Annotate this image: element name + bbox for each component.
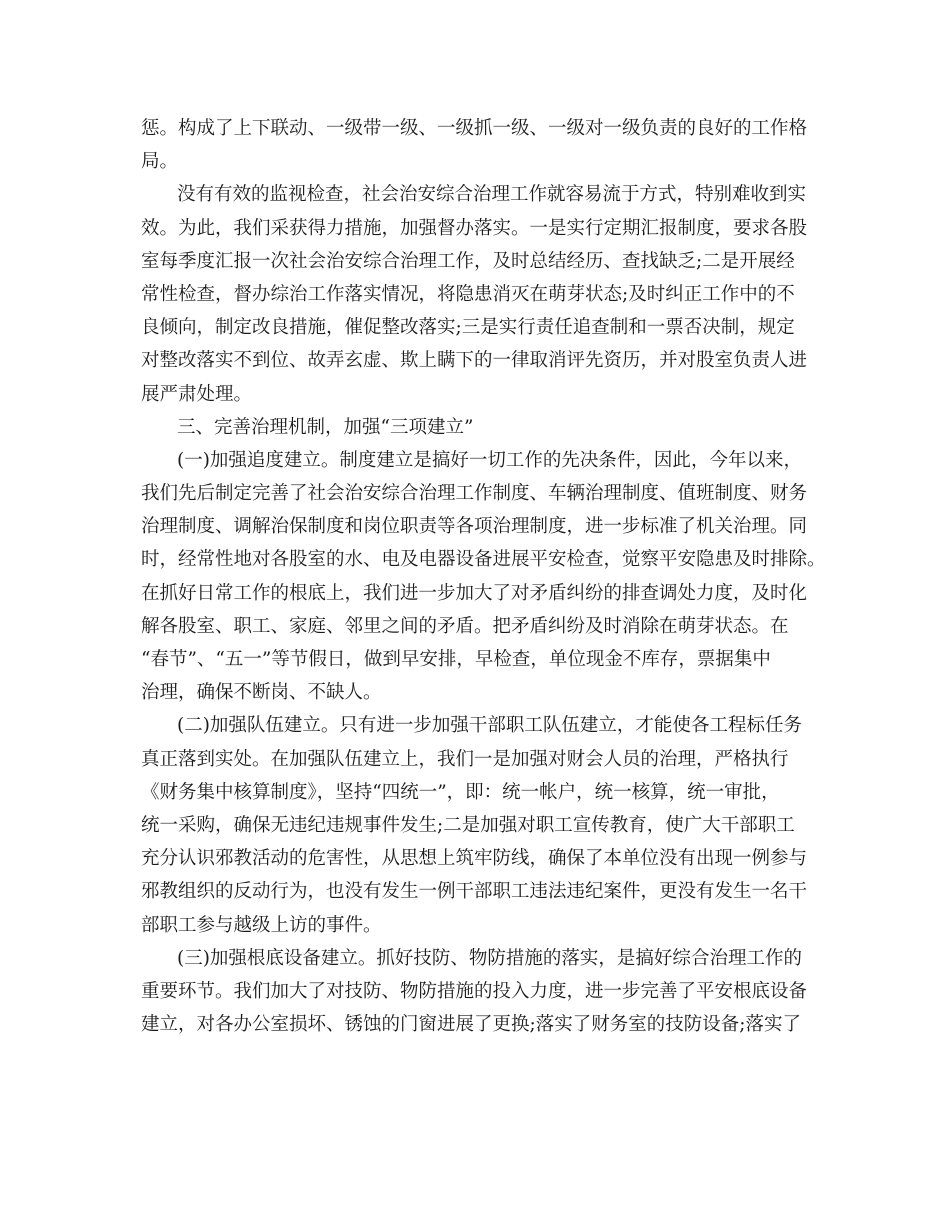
text-line: 三、完善治理机制，加强“三项建立” <box>177 416 474 438</box>
text-line: (二)加强队伍建立。只有进一步加强干部职工队伍建立，才能使各工程标任务 <box>177 715 802 737</box>
text-line: 建立，对各办公室损坏、锈蚀的门窗进展了更换;落实了财务室的技防设备;落实了 <box>141 1014 801 1036</box>
document-body <box>141 112 831 1041</box>
text-line: 统一采购，确保无违纪违规事件发生;二是加强对职工宣传教育，使广大干部职工 <box>141 814 795 836</box>
text-line: 没有有效的监视检查，社会治安综合治理工作就容易流于方式，特别难收到实 <box>177 184 807 206</box>
text-line: 局。 <box>141 151 179 173</box>
text-line: 解各股室、职工、家庭、邻里之间的矛盾。把矛盾纠纷及时消除在萌芽状态。在 <box>141 615 789 637</box>
text-line: 我们先后制定完善了社会治安综合治理工作制度、车辆治理制度、值班制度、财务 <box>141 483 808 505</box>
text-line: 室每季度汇报一次社会治安综合治理工作，及时总结经历、查找缺乏;二是开展经 <box>141 250 795 272</box>
text-line: 展严肃处理。 <box>141 383 253 405</box>
text-line: 效。为此，我们采获得力措施，加强督办落实。一是实行定期汇报制度，要求各股 <box>141 217 808 239</box>
text-line: 充分认识邪教活动的危害性，从思想上筑牢防线，确保了本单位没有出现一例参与 <box>141 848 808 870</box>
text-line: 《财务集中核算制度》，坚持“四统一”，即：统一帐户，统一核算，统一审批， <box>141 781 780 803</box>
text-line: 治理制度、调解治保制度和岗位职责等各项治理制度，进一步标准了机关治理。同 <box>141 516 808 538</box>
text-line: (三)加强根底设备建立。抓好技防、物防措施的落实，是搞好综合治理工作的 <box>177 947 802 969</box>
text-line: “春节”、“五一”等节假日，做到早安排，早检查，单位现金不库存，票据集中 <box>141 649 771 670</box>
text-line: 惩。构成了上下联动、一级带一级、一级抓一级、一级对一级负责的良好的工作格 <box>141 118 808 139</box>
text-line: 真正落到实处。在加强队伍建立上，我们一是加强对财会人员的治理，严格执行 <box>141 748 789 770</box>
text-line: 在抓好日常工作的根底上，我们进一步加大了对矛盾纠纷的排查调处力度，及时化 <box>141 582 808 604</box>
text-line: 对整改落实不到位、故弄玄虚、欺上瞒下的一律取消评先资历，并对股室负责人进 <box>141 350 808 372</box>
text-line: 时，经常性地对各股室的水、电及电器设备进展平安检查，觉察平安隐患及时排除。 <box>141 549 826 571</box>
text-line: 部职工参与越级上访的事件。 <box>141 914 382 936</box>
text-line: 良倾向，制定改良措施，催促整改落实;三是实行责任追查制和一票否决制，规定 <box>141 317 795 339</box>
text-line: (一)加强追度建立。制度建立是搞好一切工作的先决条件，因此，今年以来， <box>177 449 802 471</box>
text-line: 常性检查，督办综治工作落实情况，将隐患消灭在萌芽状态;及时纠正工作中的不 <box>141 283 795 305</box>
text-line: 重要环节。我们加大了对技防、物防措施的投入力度，进一步完善了平安根底设备 <box>141 980 808 1002</box>
text-line: 邪教组织的反动行为，也没有发生一例干部职工违法违纪案件，更没有发生一名干 <box>141 881 808 903</box>
text-line: 治理，确保不断岗、不缺人。 <box>141 682 382 704</box>
